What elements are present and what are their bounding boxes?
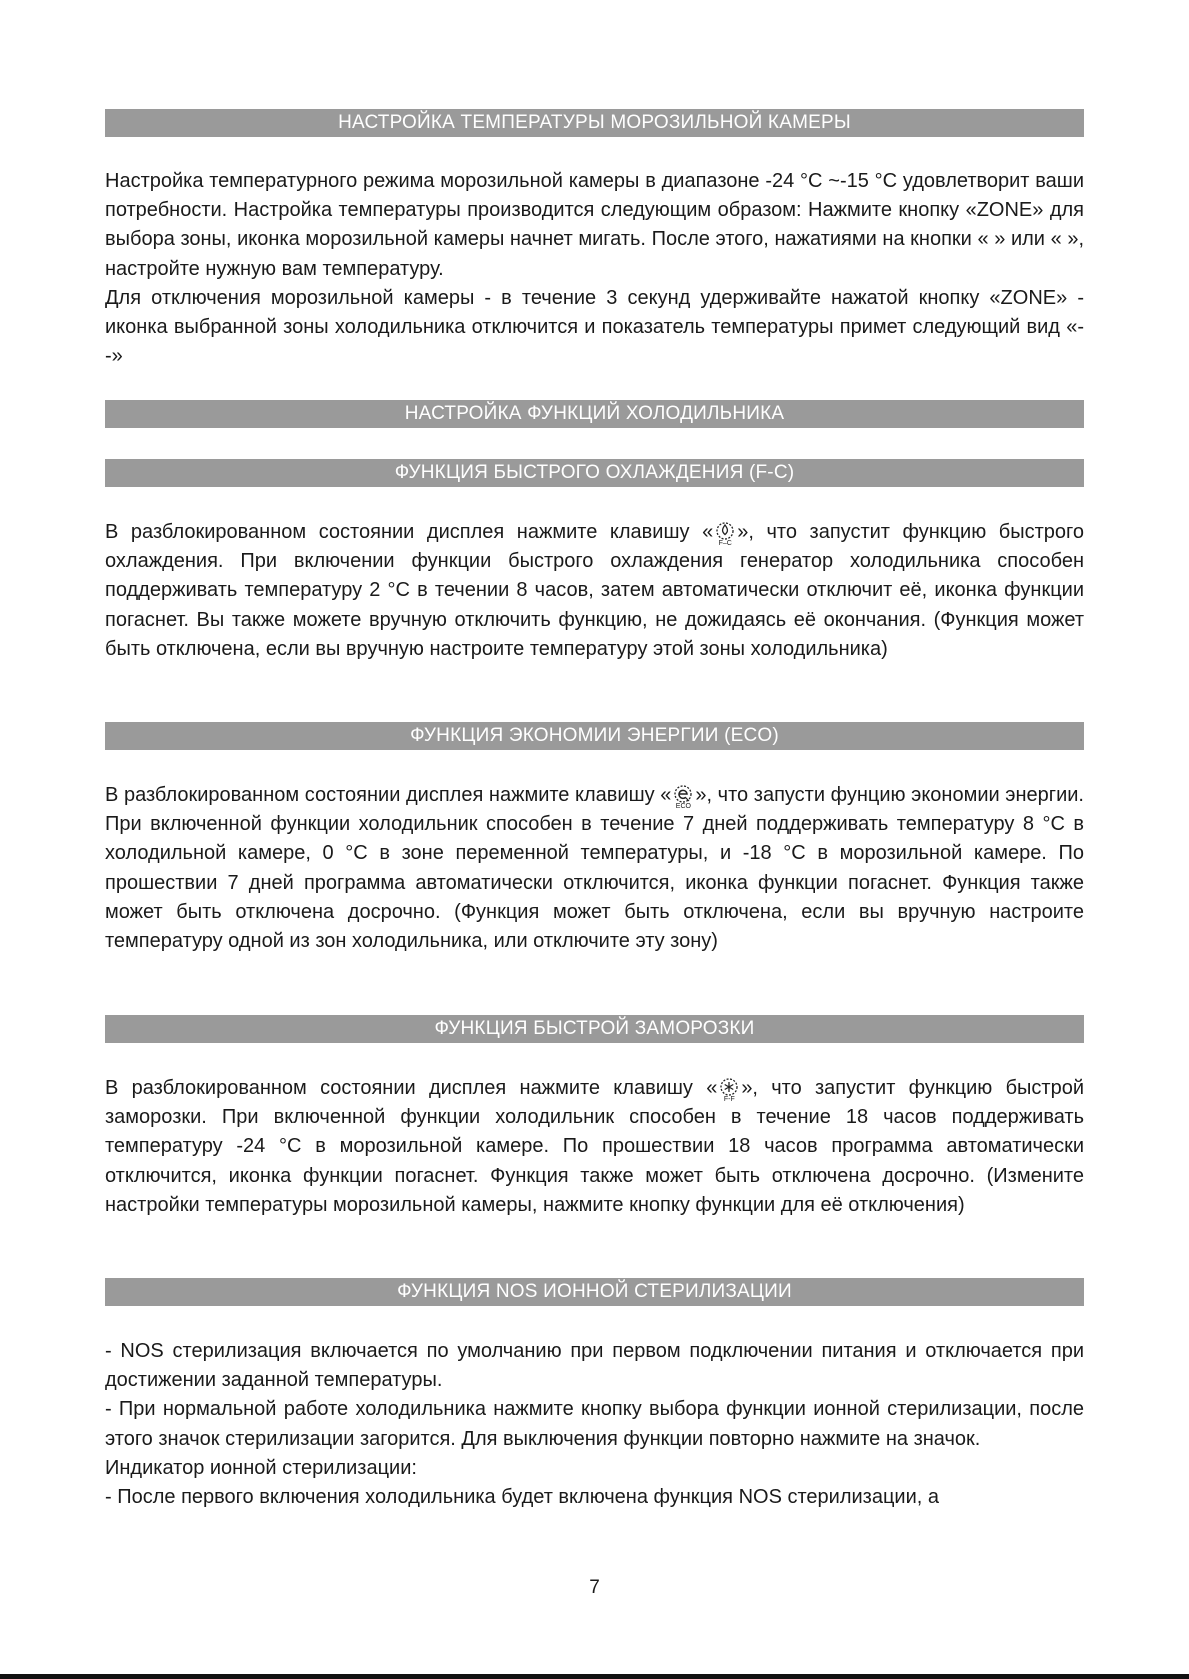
nos-section-text [105, 1337, 1084, 1512]
heading-eco: ФУНКЦИЯ ЭКОНОМИИ ЭНЕРГИИ (ECO) [105, 722, 1084, 750]
heading-fridge-functions: НАСТРОЙКА ФУНКЦИЙ ХОЛОДИЛЬНИКА [105, 400, 1084, 428]
fast-cool-text-before: В разблокированном состоянии дисплея нажмите клавишу « [105, 521, 714, 543]
freezer-paragraph-1: Настройка температурного режима морозильной камеры в диапазоне -24 °C ~-15 °C удовлетворит ваши потребности. Настройка температуры производится следующим образом: Нажмите кнопку «ZONE» для выбора зоны, иконка морозильной камеры начнет мигать. После этого, нажатиями на кнопки « » или « », настройте нужную вам температуру. [105, 170, 1084, 280]
fast-cool-section-text [105, 518, 1084, 664]
nos-paragraph-1: - NOS стерилизация включается по умолчанию при первом подключении питания и отключается при достижении заданной температуры. [105, 1340, 1084, 1392]
fast-freeze-icon-label: F-F [723, 1096, 735, 1103]
eco-icon [672, 784, 694, 810]
nos-paragraph-4: - После первого включения холодильника будет включена функция NOS стерилизации, а [105, 1486, 939, 1509]
heading-freezer-temperature: НАСТРОЙКА ТЕМПЕРАТУРЫ МОРОЗИЛЬНОЙ КАМЕРЫ [105, 109, 1084, 137]
heading-nos-sterilization: ФУНКЦИЯ NOS ИОННОЙ СТЕРИЛИЗАЦИИ [105, 1278, 1084, 1306]
fast-freeze-paragraph [105, 1074, 1084, 1220]
eco-section-text [105, 781, 1084, 956]
heading-fast-freeze: ФУНКЦИЯ БЫСТРОЙ ЗАМОРОЗКИ [105, 1015, 1084, 1043]
fast-freeze-icon [718, 1077, 740, 1103]
eco-icon-label: ECO [675, 803, 691, 810]
bottom-edge-rule [0, 1674, 1189, 1679]
heading-fast-cool: ФУНКЦИЯ БЫСТРОГО ОХЛАЖДЕНИЯ (F-C) [105, 459, 1084, 487]
page-number: 7 [589, 1577, 600, 1598]
nos-paragraph-2: - При нормальной работе холодильника нажмите кнопку выбора функции ионной стерилизации, после этого значок стерилизации загорится. Для выключения функции повторно нажмите на значок. [105, 1398, 1084, 1450]
nos-paragraph-3: Индикатор ионной стерилизации: [105, 1456, 417, 1479]
freezer-section-text [105, 167, 1084, 371]
fast-freeze-text-before: В разблокированном состоянии дисплея нажмите клавишу « [105, 1077, 718, 1099]
fast-freeze-section-text [105, 1074, 1084, 1220]
fast-cool-paragraph [105, 518, 1084, 664]
eco-text-after: », что запусти фунцию экономии энергии. При включенной функции холодильник способен в течение 7 дней поддерживать температуру 8 °C в холодильной камере, 0 °C в зоне переменной температуры, и -18 °C в морозильной камере. По прошествии 7 дней программа автоматически отключится, иконка функции погаснет. Функция также может быть отключена досрочно. (Функция может быть отключена, если вы вручную настроите температуру одной из зон холодильника, или отключите эту зону) [105, 784, 1084, 953]
eco-paragraph [105, 781, 1084, 956]
fast-cool-text-after: », что запустит функцию быстрого охлаждения. При включении функции быстрого охлаждения генератор холодильника способен поддерживать температуру 2 °C в течении 8 часов, затем автоматически отключит её, иконка функции погаснет. Вы также можете вручную отключить функцию, не дожидаясь её окончания. (Функция может быть отключена, если вы вручную настроите температуру этой зоны холодильника) [105, 521, 1084, 660]
fast-cool-icon-label: F–C [718, 540, 732, 547]
fast-freeze-text-after: », что запустит функцию быстрой заморозки. При включенной функции холодильник способен в течение 18 часов поддерживать температуру -24 °C в морозильной камере. По прошествии 18 часов программа автоматически отключится, иконка функции погаснет. Функция также может быть отключена досрочно. (Измените настройки температуры морозильной камеры, нажмите кнопку функции для её отключения) [105, 1077, 1084, 1216]
fast-cool-icon [714, 521, 736, 547]
eco-text-before: В разблокированном состоянии дисплея нажмите клавишу « [105, 784, 672, 806]
freezer-paragraph-2: Для отключения морозильной камеры - в течение 3 секунд удерживайте нажатой кнопку «ZONE» - иконка выбранной зоны холодильника отключится и показатель температуры примет следующий вид «--» [105, 286, 1084, 368]
